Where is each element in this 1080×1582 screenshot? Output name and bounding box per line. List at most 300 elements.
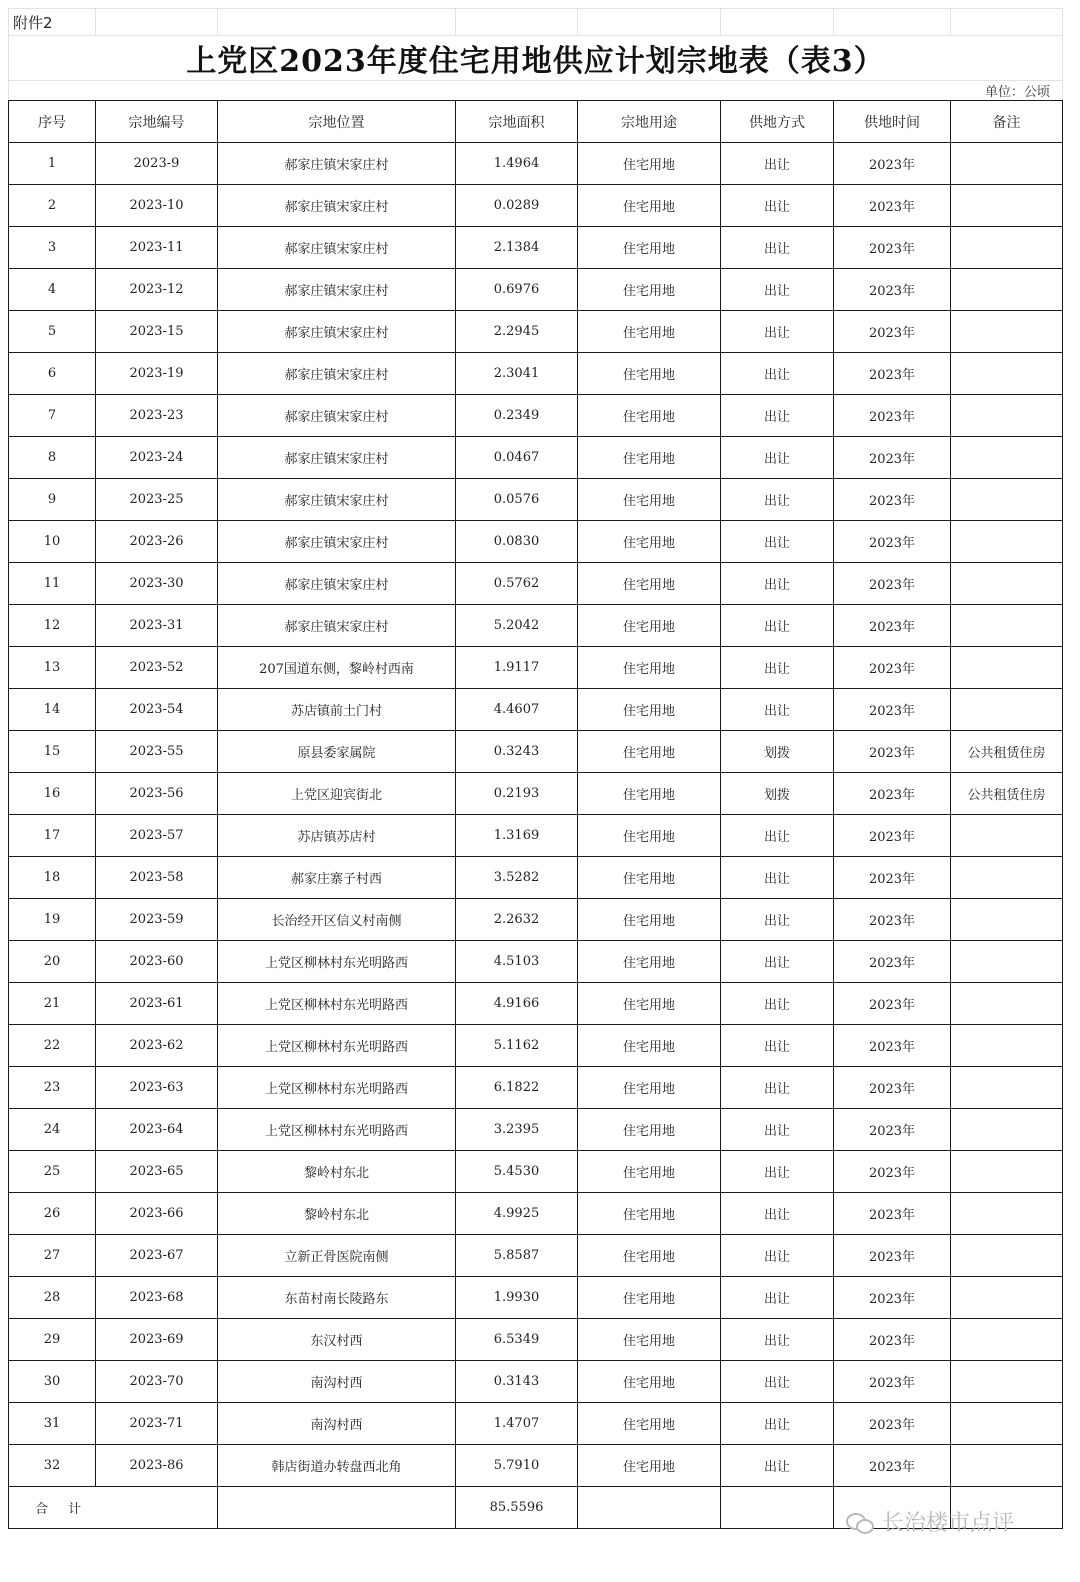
land-use: 住宅用地 (578, 1235, 721, 1277)
watermark (846, 1506, 1014, 1537)
row-index: 24 (9, 1109, 96, 1151)
supply-time: 2023年 (834, 773, 951, 815)
land-use: 住宅用地 (578, 899, 721, 941)
land-use: 住宅用地 (578, 563, 721, 605)
supply-method: 出让 (721, 1025, 834, 1067)
parcel-area: 6.5349 (456, 1319, 578, 1361)
parcel-id: 2023-67 (96, 1235, 218, 1277)
parcel-location: 韩店街道办转盘西北角 (218, 1445, 456, 1487)
table-row (9, 143, 1063, 185)
land-use: 住宅用地 (578, 689, 721, 731)
row-index: 12 (9, 605, 96, 647)
header-cell: 序号 (9, 101, 96, 143)
unit-row (9, 81, 1063, 101)
parcel-id: 2023-11 (96, 227, 218, 269)
supply-time: 2023年 (834, 647, 951, 689)
parcel-id: 2023-64 (96, 1109, 218, 1151)
parcel-location: 东苗村南长陵路东 (218, 1277, 456, 1319)
land-use: 住宅用地 (578, 437, 721, 479)
parcel-area: 4.9925 (456, 1193, 578, 1235)
supply-method: 出让 (721, 647, 834, 689)
parcel-area: 2.1384 (456, 227, 578, 269)
supply-time: 2023年 (834, 395, 951, 437)
land-use: 住宅用地 (578, 857, 721, 899)
table-row (9, 1193, 1063, 1235)
parcel-id: 2023-23 (96, 395, 218, 437)
parcel-id: 2023-66 (96, 1193, 218, 1235)
supply-method: 划拨 (721, 773, 834, 815)
remark (951, 143, 1063, 185)
table-row (9, 1109, 1063, 1151)
remark (951, 647, 1063, 689)
parcel-location: 上党区柳林村东光明路西 (218, 983, 456, 1025)
parcel-area: 2.2632 (456, 899, 578, 941)
unit-label: 单位：公顷 (9, 81, 1063, 101)
supply-method: 出让 (721, 1277, 834, 1319)
table-row (9, 647, 1063, 689)
parcel-location: 郝家庄镇宋家庄村 (218, 563, 456, 605)
parcel-location: 南沟村西 (218, 1403, 456, 1445)
supply-time: 2023年 (834, 941, 951, 983)
parcel-area: 4.4607 (456, 689, 578, 731)
land-use: 住宅用地 (578, 353, 721, 395)
parcel-id: 2023-55 (96, 731, 218, 773)
supply-method: 出让 (721, 437, 834, 479)
supply-time: 2023年 (834, 311, 951, 353)
supply-method: 出让 (721, 1403, 834, 1445)
parcel-location: 郝家庄镇宋家庄村 (218, 185, 456, 227)
table-row (9, 1235, 1063, 1277)
remark (951, 1319, 1063, 1361)
spreadsheet (8, 8, 1062, 1529)
supply-method: 出让 (721, 143, 834, 185)
parcel-area: 5.1162 (456, 1025, 578, 1067)
land-use: 住宅用地 (578, 1193, 721, 1235)
supply-time: 2023年 (834, 143, 951, 185)
parcel-area: 4.5103 (456, 941, 578, 983)
land-use: 住宅用地 (578, 1361, 721, 1403)
table-row (9, 1025, 1063, 1067)
supply-method: 出让 (721, 1445, 834, 1487)
parcel-id: 2023-65 (96, 1151, 218, 1193)
land-use: 住宅用地 (578, 1025, 721, 1067)
supply-method: 出让 (721, 857, 834, 899)
parcel-location: 黎岭村东北 (218, 1193, 456, 1235)
supply-method: 划拨 (721, 731, 834, 773)
parcel-id: 2023-71 (96, 1403, 218, 1445)
parcel-id: 2023-59 (96, 899, 218, 941)
supply-time: 2023年 (834, 227, 951, 269)
supply-time: 2023年 (834, 1403, 951, 1445)
land-supply-table (8, 100, 1063, 1529)
remark (951, 1025, 1063, 1067)
header-cell: 宗地面积 (456, 101, 578, 143)
remark (951, 1235, 1063, 1277)
table-row (9, 731, 1063, 773)
parcel-location: 郝家庄镇宋家庄村 (218, 605, 456, 647)
parcel-location: 郝家庄镇宋家庄村 (218, 353, 456, 395)
watermark-text: 长治楼市点评 (882, 1511, 1015, 1536)
parcel-id: 2023-60 (96, 941, 218, 983)
parcel-area: 2.3041 (456, 353, 578, 395)
parcel-area: 0.0289 (456, 185, 578, 227)
table-row (9, 983, 1063, 1025)
supply-time: 2023年 (834, 1235, 951, 1277)
remark (951, 941, 1063, 983)
parcel-location: 207国道东侧，黎岭村西南 (218, 647, 456, 689)
parcel-location: 郝家庄镇宋家庄村 (218, 143, 456, 185)
parcel-location: 郝家庄镇宋家庄村 (218, 521, 456, 563)
table-row (9, 185, 1063, 227)
supply-method: 出让 (721, 353, 834, 395)
remark (951, 1403, 1063, 1445)
supply-time: 2023年 (834, 1025, 951, 1067)
table-row (9, 311, 1063, 353)
remark: 公共租赁住房 (951, 773, 1063, 815)
row-index: 10 (9, 521, 96, 563)
table-row (9, 1277, 1063, 1319)
remark: 公共租赁住房 (951, 731, 1063, 773)
row-index: 30 (9, 1361, 96, 1403)
remark (951, 1109, 1063, 1151)
supply-method: 出让 (721, 605, 834, 647)
table-row (9, 1403, 1063, 1445)
supply-method: 出让 (721, 1361, 834, 1403)
remark (951, 1193, 1063, 1235)
row-index: 18 (9, 857, 96, 899)
land-use: 住宅用地 (578, 1445, 721, 1487)
parcel-location: 郝家庄寨子村西 (218, 857, 456, 899)
row-index: 7 (9, 395, 96, 437)
header-cell: 宗地位置 (218, 101, 456, 143)
table-body (9, 101, 1063, 1529)
parcel-area: 0.3143 (456, 1361, 578, 1403)
row-index: 11 (9, 563, 96, 605)
land-use: 住宅用地 (578, 1151, 721, 1193)
table-row (9, 1151, 1063, 1193)
supply-method: 出让 (721, 689, 834, 731)
remark (951, 563, 1063, 605)
table-row (9, 941, 1063, 983)
land-use: 住宅用地 (578, 143, 721, 185)
parcel-location: 苏店镇苏店村 (218, 815, 456, 857)
row-index: 28 (9, 1277, 96, 1319)
row-index: 27 (9, 1235, 96, 1277)
remark (951, 521, 1063, 563)
row-index: 17 (9, 815, 96, 857)
parcel-id: 2023-19 (96, 353, 218, 395)
remark (951, 1361, 1063, 1403)
parcel-area: 5.8587 (456, 1235, 578, 1277)
remark (951, 1445, 1063, 1487)
parcel-area: 0.0576 (456, 479, 578, 521)
supply-method: 出让 (721, 1193, 834, 1235)
parcel-location: 郝家庄镇宋家庄村 (218, 269, 456, 311)
remark (951, 227, 1063, 269)
parcel-id: 2023-12 (96, 269, 218, 311)
parcel-id: 2023-10 (96, 185, 218, 227)
land-use: 住宅用地 (578, 983, 721, 1025)
table-row (9, 1445, 1063, 1487)
wechat-icon (846, 1511, 876, 1533)
attachment-row (9, 9, 1063, 36)
supply-method: 出让 (721, 1067, 834, 1109)
land-use: 住宅用地 (578, 1067, 721, 1109)
row-index: 19 (9, 899, 96, 941)
supply-time: 2023年 (834, 353, 951, 395)
parcel-id: 2023-58 (96, 857, 218, 899)
land-use: 住宅用地 (578, 773, 721, 815)
table-row (9, 563, 1063, 605)
table-row (9, 269, 1063, 311)
supply-time: 2023年 (834, 731, 951, 773)
header-cell: 供地时间 (834, 101, 951, 143)
attachment-label: 附件2 (9, 9, 96, 36)
supply-time: 2023年 (834, 185, 951, 227)
remark (951, 1277, 1063, 1319)
parcel-location: 黎岭村东北 (218, 1151, 456, 1193)
supply-method: 出让 (721, 983, 834, 1025)
parcel-id: 2023-69 (96, 1319, 218, 1361)
table-header-row (9, 101, 1063, 143)
table-row (9, 521, 1063, 563)
supply-method: 出让 (721, 479, 834, 521)
table-row (9, 857, 1063, 899)
row-index: 14 (9, 689, 96, 731)
row-index: 25 (9, 1151, 96, 1193)
land-use: 住宅用地 (578, 521, 721, 563)
row-index: 23 (9, 1067, 96, 1109)
row-index: 5 (9, 311, 96, 353)
supply-method: 出让 (721, 1151, 834, 1193)
parcel-location: 南沟村西 (218, 1361, 456, 1403)
remark (951, 605, 1063, 647)
table-row (9, 395, 1063, 437)
row-index: 6 (9, 353, 96, 395)
row-index: 2 (9, 185, 96, 227)
row-index: 8 (9, 437, 96, 479)
supply-time: 2023年 (834, 269, 951, 311)
parcel-location: 上党区柳林村东光明路西 (218, 1109, 456, 1151)
parcel-area: 0.0830 (456, 521, 578, 563)
land-use: 住宅用地 (578, 815, 721, 857)
supply-time: 2023年 (834, 563, 951, 605)
supply-method: 出让 (721, 815, 834, 857)
parcel-id: 2023-57 (96, 815, 218, 857)
land-use: 住宅用地 (578, 1319, 721, 1361)
parcel-location: 郝家庄镇宋家庄村 (218, 395, 456, 437)
land-use: 住宅用地 (578, 227, 721, 269)
top-table (8, 8, 1063, 100)
supply-time: 2023年 (834, 1445, 951, 1487)
parcel-area: 1.4964 (456, 143, 578, 185)
supply-time: 2023年 (834, 689, 951, 731)
table-row (9, 227, 1063, 269)
parcel-area: 0.3243 (456, 731, 578, 773)
parcel-id: 2023-25 (96, 479, 218, 521)
land-use: 住宅用地 (578, 1277, 721, 1319)
parcel-id: 2023-70 (96, 1361, 218, 1403)
parcel-location: 上党区柳林村东光明路西 (218, 941, 456, 983)
parcel-area: 3.5282 (456, 857, 578, 899)
parcel-location: 郝家庄镇宋家庄村 (218, 227, 456, 269)
supply-time: 2023年 (834, 1067, 951, 1109)
parcel-area: 0.2349 (456, 395, 578, 437)
land-use: 住宅用地 (578, 1109, 721, 1151)
supply-method: 出让 (721, 395, 834, 437)
parcel-id: 2023-15 (96, 311, 218, 353)
remark (951, 269, 1063, 311)
supply-method: 出让 (721, 269, 834, 311)
remark (951, 479, 1063, 521)
parcel-area: 3.2395 (456, 1109, 578, 1151)
row-index: 4 (9, 269, 96, 311)
parcel-id: 2023-62 (96, 1025, 218, 1067)
row-index: 16 (9, 773, 96, 815)
remark (951, 185, 1063, 227)
supply-method: 出让 (721, 311, 834, 353)
supply-time: 2023年 (834, 521, 951, 563)
parcel-area: 5.2042 (456, 605, 578, 647)
supply-method: 出让 (721, 941, 834, 983)
row-index: 3 (9, 227, 96, 269)
parcel-id: 2023-26 (96, 521, 218, 563)
row-index: 1 (9, 143, 96, 185)
parcel-area: 0.0467 (456, 437, 578, 479)
supply-method: 出让 (721, 1235, 834, 1277)
parcel-location: 郝家庄镇宋家庄村 (218, 437, 456, 479)
parcel-area: 1.4707 (456, 1403, 578, 1445)
parcel-area: 0.2193 (456, 773, 578, 815)
parcel-location: 苏店镇前土门村 (218, 689, 456, 731)
parcel-id: 2023-30 (96, 563, 218, 605)
parcel-location: 原县委家属院 (218, 731, 456, 773)
parcel-area: 6.1822 (456, 1067, 578, 1109)
table-row (9, 437, 1063, 479)
parcel-id: 2023-68 (96, 1277, 218, 1319)
supply-method: 出让 (721, 227, 834, 269)
table-row (9, 815, 1063, 857)
parcel-area: 0.5762 (456, 563, 578, 605)
table-row (9, 1067, 1063, 1109)
parcel-area: 4.9166 (456, 983, 578, 1025)
remark (951, 353, 1063, 395)
supply-method: 出让 (721, 521, 834, 563)
supply-time: 2023年 (834, 1361, 951, 1403)
row-index: 31 (9, 1403, 96, 1445)
remark (951, 311, 1063, 353)
remark (951, 437, 1063, 479)
supply-time: 2023年 (834, 479, 951, 521)
table-row (9, 1319, 1063, 1361)
supply-method: 出让 (721, 899, 834, 941)
row-index: 26 (9, 1193, 96, 1235)
header-cell: 宗地编号 (96, 101, 218, 143)
remark (951, 1151, 1063, 1193)
land-use: 住宅用地 (578, 311, 721, 353)
row-index: 9 (9, 479, 96, 521)
row-index: 29 (9, 1319, 96, 1361)
supply-time: 2023年 (834, 899, 951, 941)
parcel-id: 2023-54 (96, 689, 218, 731)
land-use: 住宅用地 (578, 479, 721, 521)
parcel-id: 2023-24 (96, 437, 218, 479)
remark (951, 983, 1063, 1025)
parcel-area: 2.2945 (456, 311, 578, 353)
supply-time: 2023年 (834, 605, 951, 647)
title-row (9, 36, 1063, 81)
remark (951, 857, 1063, 899)
remark (951, 1067, 1063, 1109)
supply-time: 2023年 (834, 1109, 951, 1151)
row-index: 21 (9, 983, 96, 1025)
supply-method: 出让 (721, 1319, 834, 1361)
parcel-id: 2023-61 (96, 983, 218, 1025)
parcel-location: 立新正骨医院南侧 (218, 1235, 456, 1277)
table-row (9, 605, 1063, 647)
header-cell: 供地方式 (721, 101, 834, 143)
page-title: 上党区2023年度住宅用地供应计划宗地表（表3） (9, 36, 1063, 81)
total-area: 85.5596 (456, 1487, 578, 1529)
land-use: 住宅用地 (578, 941, 721, 983)
land-use: 住宅用地 (578, 185, 721, 227)
parcel-area: 1.9117 (456, 647, 578, 689)
supply-time: 2023年 (834, 1319, 951, 1361)
parcel-id: 2023-56 (96, 773, 218, 815)
row-index: 20 (9, 941, 96, 983)
table-row (9, 479, 1063, 521)
remark (951, 689, 1063, 731)
remark (951, 899, 1063, 941)
supply-method: 出让 (721, 563, 834, 605)
land-use: 住宅用地 (578, 269, 721, 311)
row-index: 22 (9, 1025, 96, 1067)
supply-time: 2023年 (834, 983, 951, 1025)
supply-time: 2023年 (834, 1193, 951, 1235)
land-use: 住宅用地 (578, 731, 721, 773)
parcel-area: 1.3169 (456, 815, 578, 857)
supply-method: 出让 (721, 185, 834, 227)
land-use: 住宅用地 (578, 1403, 721, 1445)
supply-time: 2023年 (834, 1277, 951, 1319)
parcel-id: 2023-31 (96, 605, 218, 647)
land-use: 住宅用地 (578, 647, 721, 689)
header-cell: 备注 (951, 101, 1063, 143)
table-row (9, 689, 1063, 731)
remark (951, 815, 1063, 857)
table-row (9, 353, 1063, 395)
land-use: 住宅用地 (578, 605, 721, 647)
parcel-area: 5.7910 (456, 1445, 578, 1487)
parcel-location: 郝家庄镇宋家庄村 (218, 479, 456, 521)
total-label: 合 计 (9, 1487, 218, 1529)
parcel-id: 2023-9 (96, 143, 218, 185)
supply-time: 2023年 (834, 857, 951, 899)
parcel-area: 0.6976 (456, 269, 578, 311)
supply-time: 2023年 (834, 1151, 951, 1193)
parcel-area: 1.9930 (456, 1277, 578, 1319)
supply-time: 2023年 (834, 815, 951, 857)
row-index: 13 (9, 647, 96, 689)
table-row (9, 899, 1063, 941)
land-use: 住宅用地 (578, 395, 721, 437)
remark (951, 395, 1063, 437)
parcel-location: 上党区柳林村东光明路西 (218, 1025, 456, 1067)
parcel-id: 2023-52 (96, 647, 218, 689)
parcel-id: 2023-86 (96, 1445, 218, 1487)
supply-time: 2023年 (834, 437, 951, 479)
table-row (9, 773, 1063, 815)
